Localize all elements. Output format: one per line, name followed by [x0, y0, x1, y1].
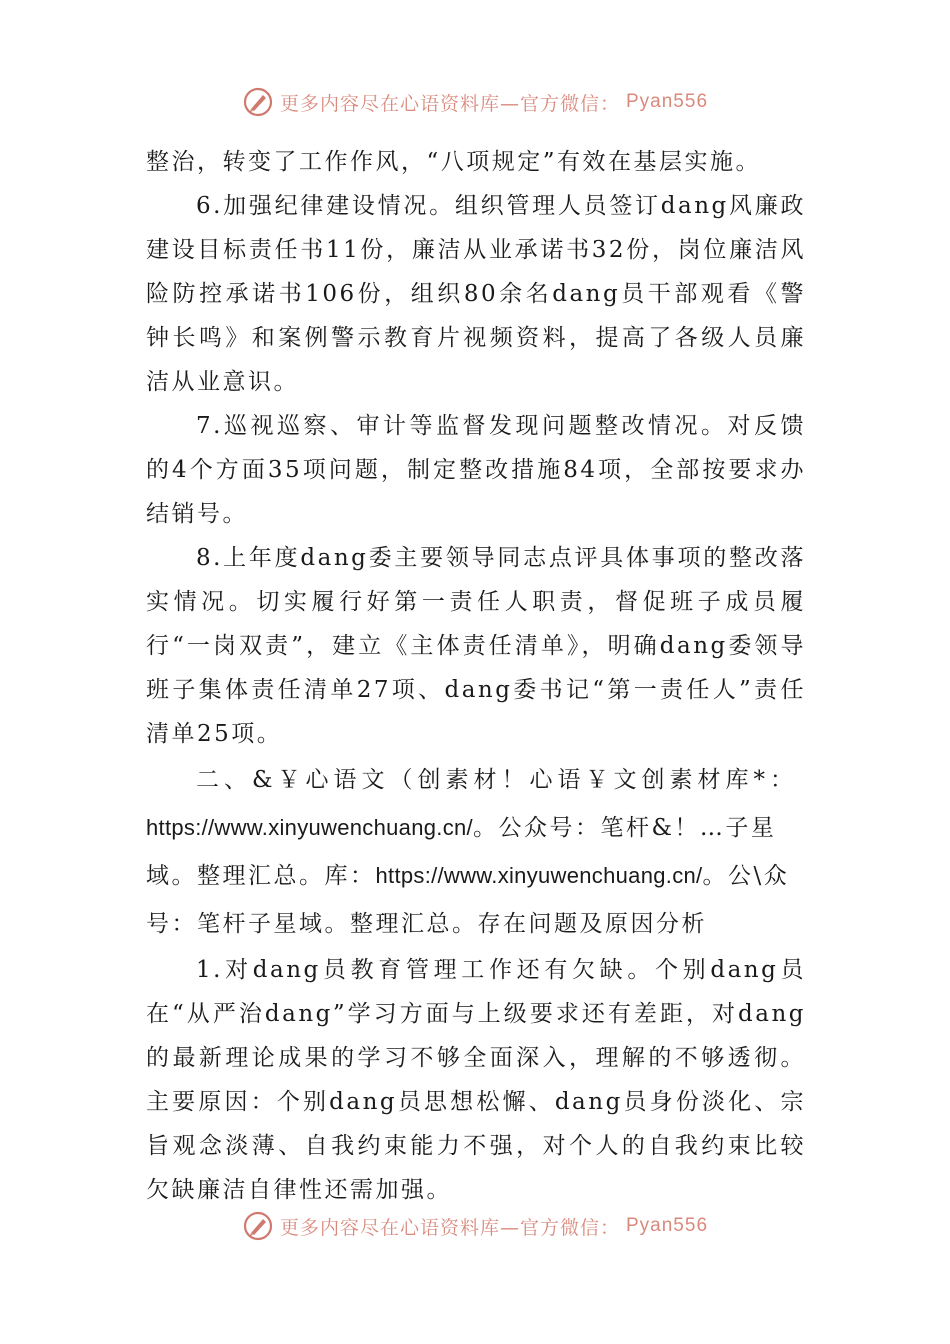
pen-logo-icon [242, 1210, 274, 1242]
paragraph-3: 7.巡视巡察、审计等监督发现问题整改情况。对反馈的4个方面35项问题，制定整改措施84项，全部按要求办结销号。 [146, 413, 806, 527]
watermark-id: Pyan556 [626, 91, 709, 112]
footer-watermark [0, 1210, 950, 1242]
paragraph-4: 8.上年度dang委主要领导同志点评具体事项的整改落实情况。切实履行好第一责任人职责，督促班子成员履行“一岗双责”，建立《主体责任清单》，明确dang委领导班子集体责任清单27项、dang委书记“第一责任人”责任清单25项。 [146, 545, 806, 747]
document-body [146, 140, 806, 1212]
section-text-2: 。公众号：笔杆&！…子星域。整理汇总。库： [146, 815, 777, 889]
watermark-id: Pyan556 [626, 1215, 709, 1236]
paragraph-2: 6.加强纪律建设情况。组织管理人员签订dang风廉政建设目标责任书11份，廉洁从业承诺书32份，岗位廉洁风险防控承诺书106份，组织80余名dang员干部观看《警钟长鸣》和案例警示教育片视频资料，提高了各级人员廉洁从业意识。 [146, 193, 806, 395]
watermark-text: 更多内容尽在心语资料库—官方微信： [279, 1216, 620, 1239]
section-heading [146, 756, 806, 948]
section-heading-line1: 二、&￥心语文（创素材！心语￥文创素材库*： [196, 767, 798, 793]
section-text-3: 。公\众号：笔杆子星域。整理汇总。存在问题及原因分析 [146, 863, 790, 937]
paragraph-1: 整治，转变了工作作风，“八项规定”有效在基层实施。 [146, 149, 762, 175]
watermark-text: 更多内容尽在心语资料库—官方微信： [279, 92, 620, 115]
header-watermark [0, 86, 950, 118]
paragraph-5: 1.对dang员教育管理工作还有欠缺。个别dang员在“从严治dang”学习方面与上级要求还有差距，对dang的最新理论成果的学习不够全面深入，理解的不够透彻。主要原因：个别dang员思想松懈、dang员身份淡化、宗旨观念淡薄、自我约束能力不强，对个人的自我约束比较欠缺廉洁自律性还需加强。 [146, 957, 806, 1203]
pen-logo-icon [242, 86, 274, 118]
section-url-1[interactable]: https://www.xinyuwenchuang.cn/ [146, 815, 473, 840]
section-url-2[interactable]: https://www.xinyuwenchuang.cn/ [375, 863, 703, 888]
